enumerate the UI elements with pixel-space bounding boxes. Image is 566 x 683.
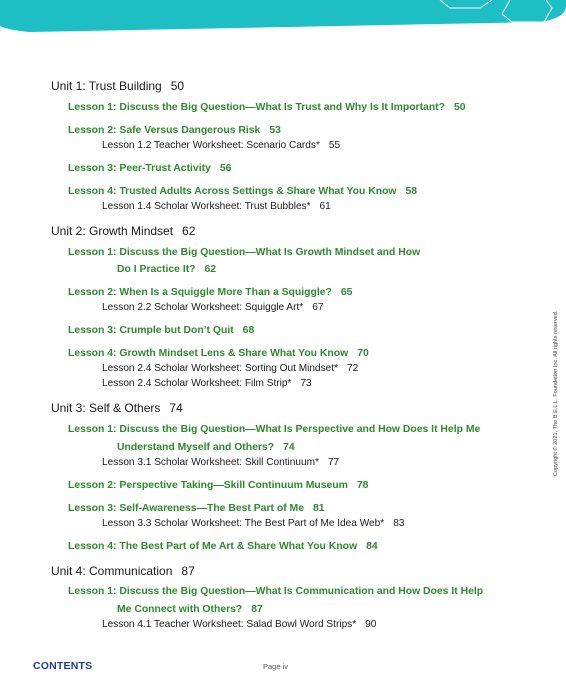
page-ref: 84: [366, 541, 378, 552]
page-ref: 53: [269, 125, 281, 136]
lesson-entry-text: Understand Myself and Others?: [117, 442, 275, 453]
unit-heading: [51, 224, 195, 238]
page-ref: 73: [300, 378, 312, 389]
lesson-entry: [68, 247, 420, 258]
page-number: Page iv: [263, 662, 289, 671]
page-ref: 87: [181, 564, 195, 578]
worksheet-entry: [102, 457, 339, 468]
page-ref: 81: [312, 503, 325, 514]
page-ref: 67: [312, 302, 324, 313]
worksheet-entry-text: Lesson 2.4 Scholar Worksheet: Film Strip*: [102, 378, 292, 389]
lesson-entry: [68, 503, 325, 514]
copyright-notice: Copyright © 2021, The B.E.L.L. Foundation Inc. All rights reserved.: [553, 310, 559, 476]
page-ref: 87: [251, 604, 263, 615]
lesson-entry: [68, 480, 368, 491]
page-ref: 74: [169, 401, 183, 415]
lesson-entry: [68, 586, 483, 597]
page-ref: 55: [328, 140, 341, 151]
page-ref: 72: [347, 363, 359, 374]
unit-heading: [51, 564, 195, 578]
lesson-entry-text: Lesson 4: Trusted Adults Across Settings & Share What You Know: [68, 186, 397, 197]
worksheet-entry: [102, 302, 323, 313]
page-ref: 58: [405, 186, 418, 197]
lesson-entry: [117, 442, 295, 453]
page-ref: 74: [283, 442, 295, 453]
page-ref: 70: [357, 348, 369, 359]
lesson-entry: [68, 102, 466, 113]
worksheet-entry-text: Lesson 1.4 Scholar Worksheet: Trust Bubbles*: [102, 201, 311, 212]
worksheet-entry: [102, 619, 376, 630]
page-ref: 62: [204, 264, 217, 275]
worksheet-entry-text: Lesson 4.1 Teacher Worksheet: Salad Bowl Word Strips*: [102, 619, 357, 630]
page-ref: 68: [242, 325, 255, 336]
footer-section-label: CONTENTS: [33, 660, 93, 672]
lesson-entry-text: Lesson 3: Crumple but Don’t Quit: [68, 325, 234, 336]
page-ref: 90: [365, 619, 377, 630]
lesson-entry-text: Lesson 1: Discuss the Big Question—What Is Perspective and How Does It Help Me: [68, 424, 481, 435]
lesson-entry-text: Lesson 1: Discuss the Big Question—What Is Trust and Why Is It Important?: [68, 102, 445, 113]
lesson-entry-text: Lesson 1: Discuss the Big Question—What Is Communication and How Does It Help: [68, 586, 484, 597]
unit-heading: [51, 401, 183, 415]
page-ref: 61: [319, 201, 331, 212]
worksheet-entry: [102, 140, 340, 151]
page-ref: 65: [340, 287, 353, 298]
lesson-entry: [117, 264, 216, 275]
lesson-entry-text: Lesson 3: Self-Awareness—The Best Part of Me: [68, 503, 304, 514]
lesson-entry-text: Lesson 1: Discuss the Big Question—What Is Growth Mindset and How: [68, 247, 421, 258]
header-banner: [0, 0, 566, 34]
lesson-entry-text: Lesson 4: Growth Mindset Lens & Share What You Know: [68, 348, 349, 359]
page-ref: 77: [327, 457, 340, 468]
lesson-entry-text: Lesson 3: Peer-Trust Activity: [68, 163, 211, 174]
worksheet-entry-text: Lesson 2.2 Scholar Worksheet: Squiggle Art*: [102, 302, 304, 313]
unit-heading: [51, 79, 184, 93]
lesson-entry: [68, 541, 378, 552]
lesson-entry-text: Lesson 2: Perspective Taking—Skill Continuum Museum: [68, 480, 348, 491]
worksheet-entry-text: Lesson 2.4 Scholar Worksheet: Sorting Out Mindset*: [102, 363, 339, 374]
page-ref: 78: [356, 480, 369, 491]
lesson-entry: [68, 186, 417, 197]
page-ref: 62: [182, 224, 196, 238]
lesson-entry-text: Me Connect with Others?: [117, 604, 243, 615]
unit-heading-text: Unit 4: Communication: [51, 564, 173, 578]
worksheet-entry: [102, 363, 358, 374]
lesson-entry-text: Lesson 2: Safe Versus Dangerous Risk: [68, 125, 261, 136]
page-ref: 50: [170, 79, 185, 93]
lesson-entry: [117, 604, 263, 615]
worksheet-entry-text: Lesson 3.3 Scholar Worksheet: The Best Part of Me Idea Web*: [102, 518, 385, 529]
page-ref: 56: [219, 163, 232, 174]
page-ref: 83: [393, 518, 405, 529]
worksheet-entry-text: Lesson 3.1 Scholar Worksheet: Skill Continuum*: [102, 457, 319, 468]
lesson-entry: [68, 163, 231, 174]
worksheet-entry: [102, 201, 331, 212]
lesson-entry: [68, 287, 352, 298]
worksheet-entry: [102, 518, 404, 529]
lesson-entry-text: Lesson 2: When Is a Squiggle More Than a Squiggle?: [68, 287, 332, 298]
unit-heading-text: Unit 1: Trust Building: [51, 79, 162, 93]
lesson-entry: [68, 325, 254, 336]
lesson-entry-text: Do I Practice It?: [117, 264, 196, 275]
lesson-entry: [68, 424, 480, 435]
page-ref: 50: [454, 102, 466, 113]
lesson-entry: [68, 125, 281, 136]
worksheet-entry-text: Lesson 1.2 Teacher Worksheet: Scenario Cards*: [102, 140, 320, 151]
worksheet-entry: [102, 378, 312, 389]
lesson-entry-text: Lesson 4: The Best Part of Me Art & Share What You Know: [68, 541, 358, 552]
unit-heading-text: Unit 3: Self & Others: [51, 401, 161, 415]
lesson-entry: [68, 348, 369, 359]
unit-heading-text: Unit 2: Growth Mindset: [51, 224, 174, 238]
